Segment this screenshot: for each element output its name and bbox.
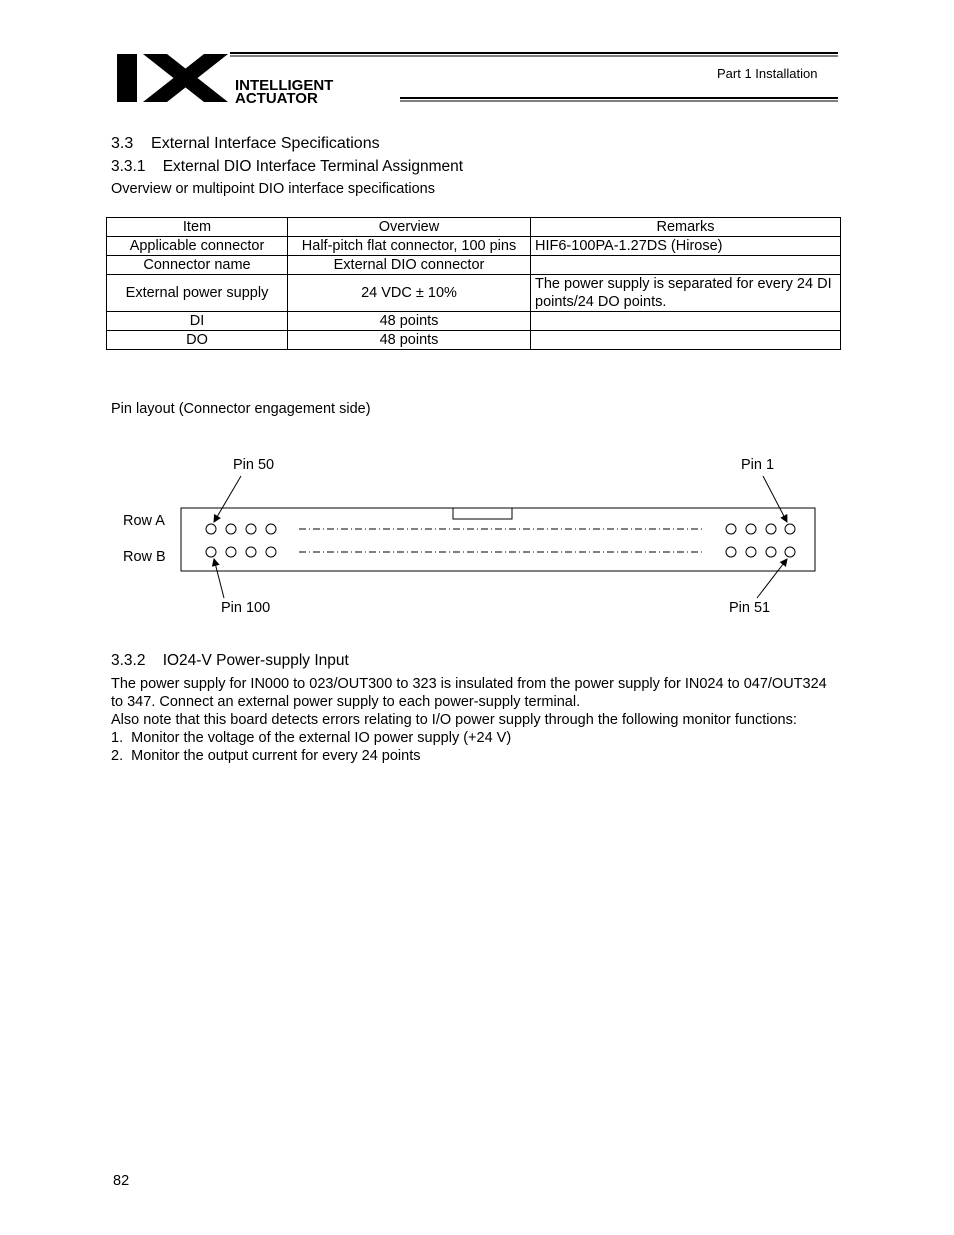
page-number: 82 (113, 1173, 130, 1189)
connector-body (181, 508, 815, 571)
pin50-label: Pin 50 (233, 457, 275, 473)
row-b-label: Row B (123, 549, 166, 565)
header-cell: Overview (288, 218, 531, 237)
row-b-pins-right (726, 547, 795, 557)
connector-key (453, 508, 512, 519)
pin51-label: Pin 51 (729, 600, 771, 616)
table-cell: External power supply (107, 275, 288, 312)
logo-line1: INTELLIGENT (235, 77, 334, 94)
row-a-pins-right (726, 524, 795, 534)
table-header-row (107, 218, 841, 237)
pin1-label: Pin 1 (741, 457, 775, 473)
table-cell: DO (107, 331, 288, 350)
section-heading: 3.3 External Interface Specifications (111, 135, 380, 152)
table-cell: 48 points (288, 331, 531, 350)
table-row (107, 275, 841, 312)
subsection-heading-2: 3.3.2 IO24-V Power-supply Input (111, 652, 349, 669)
pin51-arrow (757, 559, 787, 598)
table-row (107, 312, 841, 331)
pin100-label: Pin 100 (221, 600, 271, 616)
table-cell: The power supply is separated for every 24 DI points/24 DO points. (531, 275, 841, 312)
table-cell: 48 points (288, 312, 531, 331)
header-cell: Item (107, 218, 288, 237)
row-a-label: Row A (123, 513, 165, 529)
table-cell: Half-pitch flat connector, 100 pins (288, 237, 531, 256)
part-label: Part 1 Installation (717, 66, 818, 81)
subsection-heading: 3.3.1 External DIO Interface Terminal Assignment (111, 158, 464, 175)
table-cell: External DIO connector (288, 256, 531, 275)
body-text (111, 675, 831, 765)
table-cell: Applicable connector (107, 237, 288, 256)
table-row (107, 256, 841, 275)
table-cell (531, 331, 841, 350)
header-cell: Remarks (531, 218, 841, 237)
table-cell (531, 312, 841, 331)
table-cell: Connector name (107, 256, 288, 275)
paragraph: The power supply for IN000 to 023/OUT300 to 323 is insulated from the power supply for IN024 to 047/OUT324 to 347. Connect an external power supply to each power-supply terminal. (111, 676, 827, 710)
table-cell (531, 256, 841, 275)
paragraph: Also note that this board detects errors relating to I/O power supply through the following monitor functions: (111, 712, 797, 728)
logo-line2: ACTUATOR (235, 90, 318, 104)
table-cell: 24 VDC ± 10% (288, 275, 531, 312)
list-item: 1. Monitor the voltage of the external IO power supply (+24 V) (111, 730, 512, 746)
table-row (107, 237, 841, 256)
pin100-arrow (214, 559, 224, 598)
table-cell: HIF6-100PA-1.27DS (Hirose) (531, 237, 841, 256)
pin50-arrow (214, 476, 241, 522)
table-caption: Overview or multipoint DIO interface specifications (111, 181, 435, 197)
table-row (107, 331, 841, 350)
list-item: 2. Monitor the output current for every 24 points (111, 748, 421, 764)
pin1-arrow (763, 476, 787, 522)
row-a-pins-left (206, 524, 276, 534)
connector-pin-diagram (100, 450, 830, 625)
row-b-pins-left (206, 547, 276, 557)
pin-layout-caption: Pin layout (Connector engagement side) (111, 401, 371, 417)
spec-table (106, 217, 841, 350)
table-cell: DI (107, 312, 288, 331)
